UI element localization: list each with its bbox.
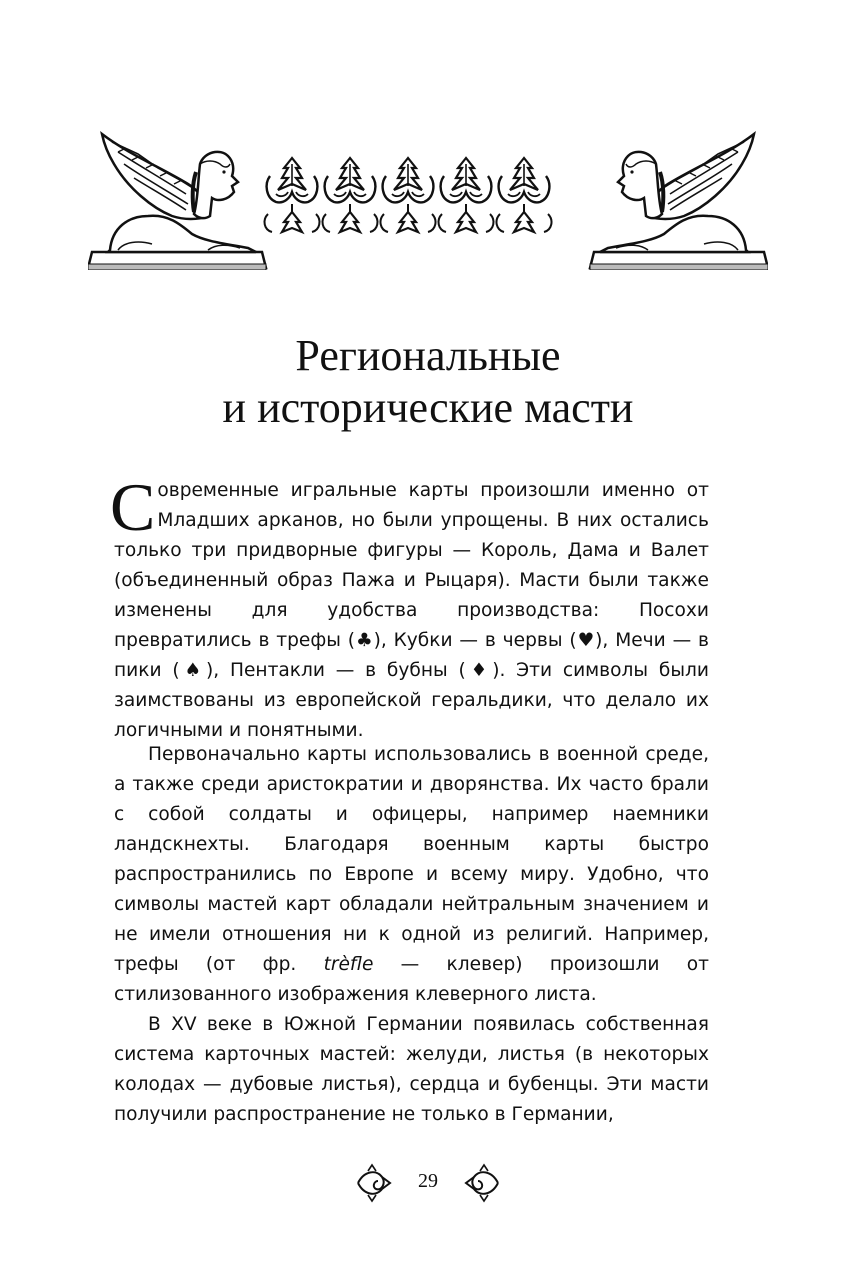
page-number: 29: [418, 1170, 438, 1192]
paragraph-2-text-start: Первоначально карты использовались в военной среде, а также среди аристократии и дворянства. Их часто брали с собой солдаты и офицеры, например наемники ландскнехты. Благодаря военным карты быстро распространились по Европе и всему миру. Удобно, что символы мастей карт обладали нейтральным значением и не имели отношения ни к одной из религий. Например, трефы (от фр.: [114, 744, 709, 975]
paragraph-1-text: овременные игральные карты произошли именно от Младших арканов, но были упрощены. В них остались только три придворные фигуры — Король, Дама и Валет (объединенный образ Пажа и Рыцаря). Масти были также изменены для удобства производства: Посохи превратились в трефы (♣), Кубки — в червы (♥), Мечи — в пики (♠), Пентакли — в бубны (♦). Эти символы были заимствованы из европейской геральдики, что делало их логичными и понятными.: [114, 480, 709, 741]
paragraph-2-text-end: — клевер) произошли от стилизованного изображения клеверного листа.: [114, 954, 709, 1005]
header-ornament: [88, 120, 768, 270]
right-sphinx-icon: [590, 134, 768, 270]
paragraph-1: [110, 469, 709, 746]
chapter-title-line-1: Региональные: [295, 331, 561, 380]
chapter-title-line-2: и исторические масти: [222, 383, 634, 432]
paragraph-2: [114, 740, 709, 1010]
foreign-term: trèfle: [323, 954, 374, 975]
drop-cap: С: [110, 469, 156, 545]
left-sphinx-icon: [88, 134, 266, 270]
arabesque-band-icon: [265, 158, 552, 232]
paragraph-3: В XV веке в Южной Германии появилась собственная система карточных мастей: желуди, листья (в некоторых колодах — дубовые листья), сердца и бубенцы. Эти масти получили распространение не только в Германии,: [114, 1014, 709, 1125]
